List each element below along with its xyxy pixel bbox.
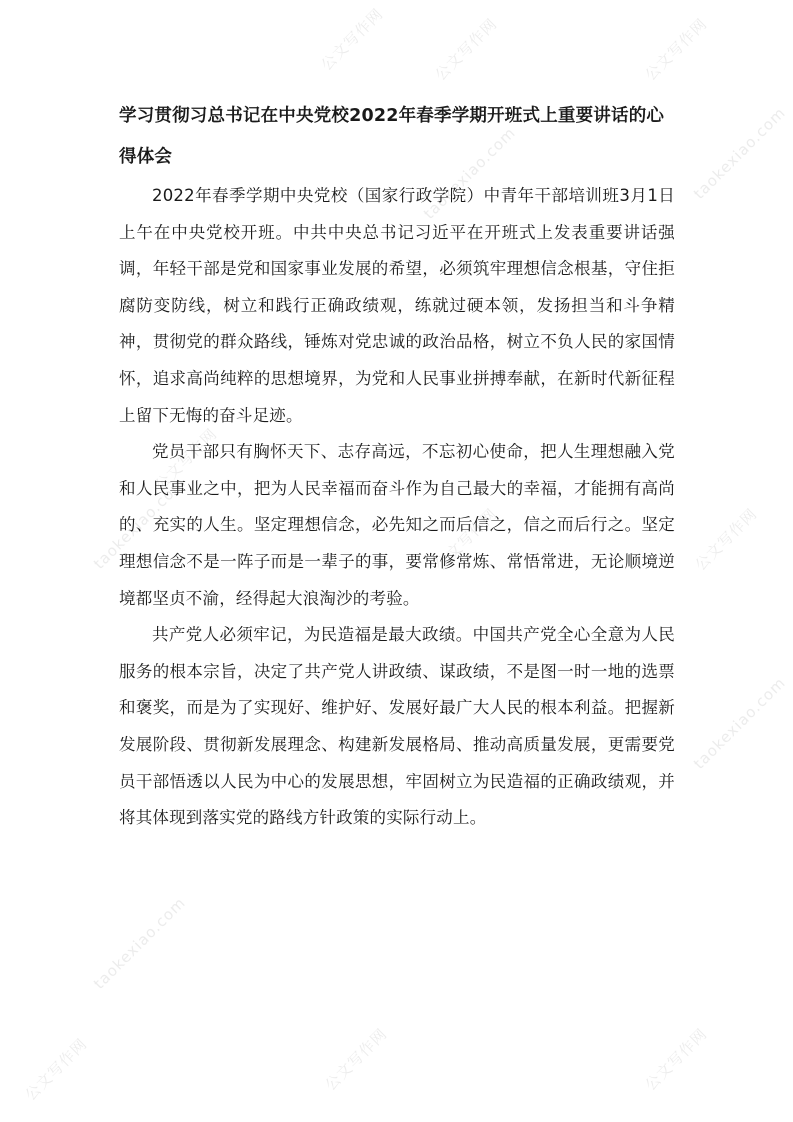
watermark-text: 公文写作网 (151, 424, 221, 495)
watermark-text: 公文写作网 (431, 14, 501, 85)
watermark-text: taokexiao.com (690, 103, 790, 203)
watermark-text: taokexiao.com (690, 673, 790, 773)
document-title: 学习贯彻习总书记在中央党校2022年春季学期开班式上重要讲话的心得体会 (119, 106, 665, 167)
watermark-text: 公文写作网 (317, 4, 387, 75)
watermark-text: taokexiao.com (90, 473, 190, 573)
paragraph: 共产党人必须牢记，为民造福是最大政绩。中国共产党全心全意为人民服务的根本宗旨，决定了共产党人讲政绩、谋政绩，不是图一时一地的选票和褒奖，而是为了实现好、维护好、发展好最广大人民的根本利益。把握新发展阶段、贯彻新发展理念、构建新发展格局、推动高质量发展，更需要党员干部悟透以人民为中心的发展思想，牢固树立为民造福的正确政绩观，并将其体现到落实党的路线方针政策的实际行动上。 (119, 625, 675, 828)
paragraph: 2022年春季学期中央党校（国家行政学院）中青年干部培训班3月1日上午在中央党校开班。中共中央总书记习近平在开班式上发表重要讲话强调，年轻干部是党和国家事业发展的希望，必须筑牢理想信念根基，守住拒腐防变防线，树立和践行正确政绩观，练就过硬本领，发扬担当和斗争精神，贯彻党的群众路线，锤炼对党忠诚的政治品格，树立不负人民的家国情怀，追求高尚纯粹的思想境界，为党和人民事业拼搏奉献，在新时代新征程上留下无悔的奋斗足迹。 (119, 186, 675, 425)
watermark-text: 公文写作网 (641, 14, 711, 85)
watermark-text: 公文写作网 (691, 504, 761, 575)
watermark-text: 公文写作网 (21, 1034, 91, 1105)
document-body (119, 96, 675, 837)
paragraph: 党员干部只有胸怀天下、志存高远，不忘初心使命，把人生理想融入党和人民事业之中，把为人民幸福而奋斗作为自己最大的幸福，才能拥有高尚的、充实的人生。坚定理想信念，必先知之而后信之，信之而后行之。坚定理想信念不是一阵子而是一辈子的事，要常修常炼、常悟常进，无论顺境逆境都坚贞不渝，经得起大浪淘沙的考验。 (119, 442, 675, 608)
watermark-text: 公文写作网 (431, 504, 501, 575)
watermark-text: taokexiao.com (90, 893, 190, 993)
watermark-text: taokexiao.com (420, 123, 520, 223)
watermark-text: 公文写作网 (641, 1024, 711, 1095)
watermark-text: 公文写作网 (321, 1024, 391, 1095)
